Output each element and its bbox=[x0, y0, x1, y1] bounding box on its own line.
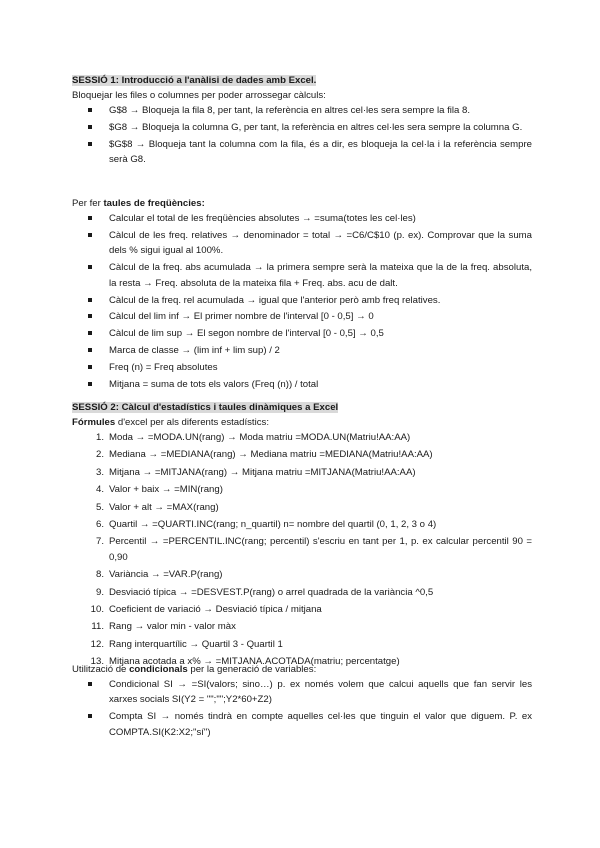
bullet-icon bbox=[88, 331, 92, 335]
bullet-icon bbox=[88, 298, 92, 302]
bullet-icon bbox=[88, 714, 92, 718]
bullet-icon bbox=[88, 314, 92, 318]
lock-list bbox=[72, 103, 532, 168]
conditionals-intro: Utilització de condicionals per la generació de variables: bbox=[72, 664, 317, 675]
list-item: Compta SI → només tindrà en compte aquelles cel·les que tinguin el valor que diguem. P. ex COMPTA.SI(K2:X2;"sí") bbox=[72, 709, 532, 740]
list-item: 3. Mitjana → =MITJANA(rang) → Mitjana matriu =MITJANA(Matriu!AA:AA) bbox=[95, 466, 416, 478]
session-1-intro: Bloquejar les files o columnes per poder arrossegar càlculs: bbox=[72, 90, 326, 101]
list-item: Mitjana = suma de tots els valors (Freq (n)) / total bbox=[72, 377, 532, 392]
list-item: 8. Variància → =VAR.P(rang) bbox=[95, 569, 223, 581]
list-item: 5. Valor + alt → =MAX(rang) bbox=[95, 501, 219, 513]
bullet-icon bbox=[88, 265, 92, 269]
conditionals-section bbox=[72, 662, 532, 742]
frequency-list bbox=[72, 211, 532, 392]
list-item: Càlcul de la freq. rel acumulada → igual que l'anterior però amb freq relatives. bbox=[72, 293, 532, 308]
list-item: Condicional SI → =SI(valors; sino…) p. ex només volem que calcui aquells que fan servir les xarxes socials SI(Y2 = "";"";Y2*60+Z2) bbox=[72, 677, 532, 708]
list-item: 6. Quartil → =QUARTI.INC(rang; n_quartil) n= nombre del quartil (0, 1, 2, 3 o 4) bbox=[95, 519, 437, 531]
frequency-intro: Per fer taules de freqüències: bbox=[72, 198, 205, 209]
list-item: 1. Moda → =MODA.UN(rang) → Moda matriu =MODA.UN(Matriu!AA:AA) bbox=[95, 432, 411, 443]
bullet-icon bbox=[88, 108, 92, 112]
list-item: Càlcul de lim sup → El segon nombre de l'interval [0 - 0,5] → 0,5 bbox=[72, 326, 532, 341]
list-item: G$8 → Bloqueja la fila 8, per tant, la referència en altres cel·les sera sempre la fila 8. bbox=[72, 103, 532, 118]
bullet-icon bbox=[88, 682, 92, 686]
bullet-icon bbox=[88, 125, 92, 129]
list-item: Càlcul de la freq. abs acumulada → la primera sempre serà la mateixa que la de la freq. absoluta, la resta → Freq. absoluta de la mateixa fila + Freq. abs. acu de dalt. bbox=[72, 260, 532, 291]
session-2-intro: Fórmules d'excel per als diferents estadístics: bbox=[72, 417, 269, 428]
session-2-title: SESSIÓ 2: Càlcul d'estadístics i taules dinàmiques a Excel bbox=[72, 402, 339, 413]
list-item: 9. Desviació típica → =DESVEST.P(rang) o arrel quadrada de la variància ^0,5 bbox=[95, 586, 434, 598]
bullet-icon bbox=[88, 216, 92, 220]
list-item: Càlcul del lim inf → El primer nombre de l'interval [0 - 0,5] → 0 bbox=[72, 309, 532, 324]
list-item: Càlcul de les freq. relatives → denominador = total → =C6/C$10 (p. ex). Comprovar que la suma dels % sigui igual al 100%. bbox=[72, 228, 532, 259]
conditionals-list bbox=[72, 677, 532, 740]
list-item: $G8 → Bloqueja la columna G, per tant, la referència en altres cel·les sera sempre la columna G. bbox=[72, 120, 532, 135]
list-item: 7. Percentil → =PERCENTIL.INC(rang; percentil) s'escriu en tant per 1, p. ex calcular percentil 90 = 0,90 bbox=[95, 536, 532, 563]
session-2-section bbox=[72, 400, 532, 672]
list-item: Calcular el total de les freqüències absolutes → =suma(totes les cel·les) bbox=[72, 211, 532, 226]
session-1-title: SESSIÓ 1: Introducció a l'anàlisi de dades amb Excel. bbox=[72, 75, 317, 86]
session-1-section bbox=[72, 73, 532, 169]
bullet-icon bbox=[88, 382, 92, 386]
list-item: 11. Rang → valor min - valor màx bbox=[91, 621, 236, 633]
bullet-icon bbox=[88, 142, 92, 146]
bullet-icon bbox=[88, 365, 92, 369]
list-item: 12. Rang interquartílic → Quartil 3 - Quartil 1 bbox=[90, 638, 283, 650]
list-item: 13. Mitjana acotada a x% → =MITJANA.ACOTADA(matriu; percentatge) bbox=[90, 656, 400, 668]
frequency-section bbox=[72, 196, 532, 394]
list-item: $G$8 → Bloqueja tant la columna com la fila, és a dir, es bloqueja la cel·la i la referència sempre serà G8. bbox=[72, 137, 532, 168]
list-item: 10. Coeficient de variació → Desviació típica / mitjana bbox=[90, 604, 322, 616]
bullet-icon bbox=[88, 348, 92, 352]
formula-list bbox=[72, 430, 532, 670]
list-item: 4. Valor + baix → =MIN(rang) bbox=[95, 484, 223, 496]
list-item: Marca de classe → (lim inf + lim sup) / 2 bbox=[72, 343, 532, 358]
list-item: 2. Mediana → =MEDIANA(rang) → Mediana matriu =MEDIANA(Matriu!AA:AA) bbox=[95, 449, 433, 461]
bullet-icon bbox=[88, 233, 92, 237]
list-item: Freq (n) = Freq absolutes bbox=[72, 360, 532, 375]
